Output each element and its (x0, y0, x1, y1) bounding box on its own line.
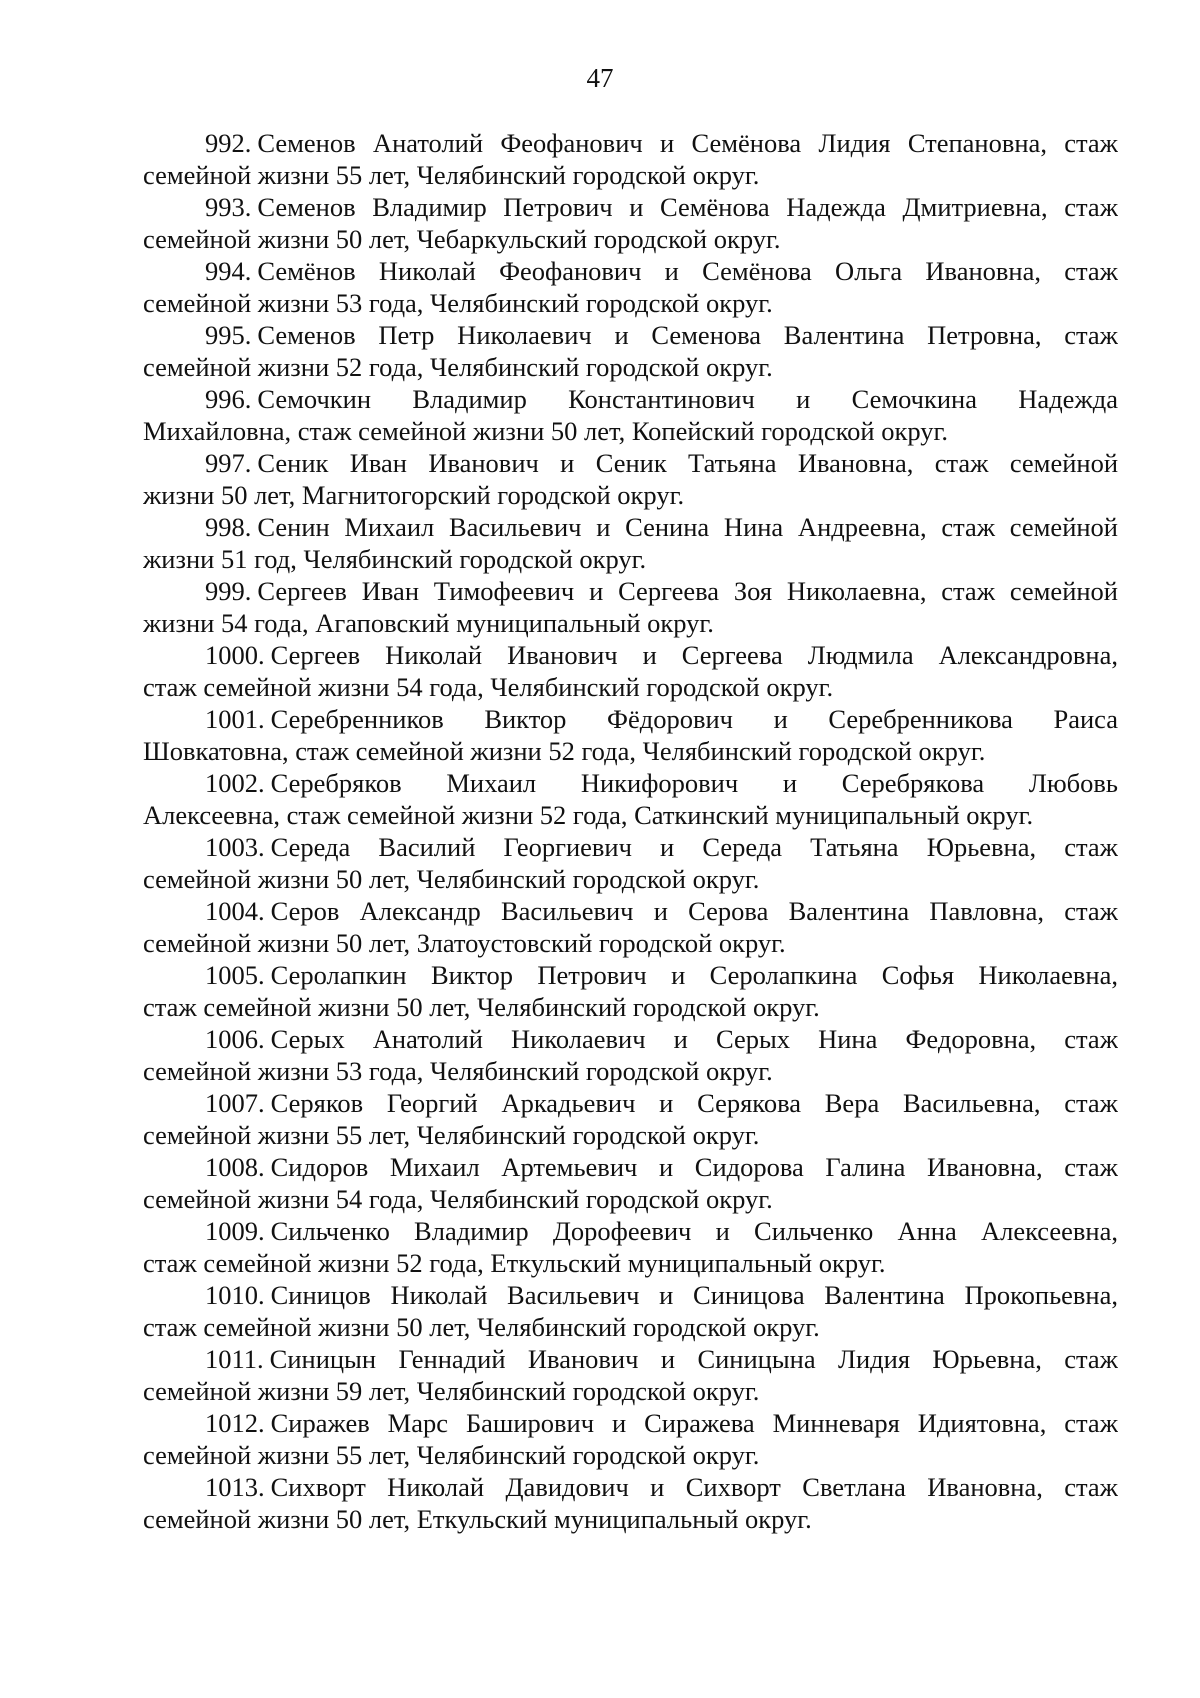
list-item (143, 1343, 1118, 1407)
entry-first-line (143, 127, 1118, 159)
entry-first-line (143, 1279, 1118, 1311)
list-item (143, 639, 1118, 703)
entry-text-line-1: Сидоров Михаил Артемьевич и Сидорова Галина Ивановна, стаж (270, 1152, 1118, 1182)
entry-first-line (143, 959, 1118, 991)
entry-first-line (143, 255, 1118, 287)
entry-number: 1001. (205, 704, 265, 734)
entry-text-line-1: Семёнов Николай Феофанович и Семёнова Ольга Ивановна, стаж (257, 256, 1118, 286)
entry-first-line (143, 1023, 1118, 1055)
entry-first-line (143, 1471, 1118, 1503)
entry-first-line (143, 319, 1118, 351)
entry-number: 1005. (205, 960, 265, 990)
entry-text-line-1: Серебряков Михаил Никифорович и Серебрякова Любовь (270, 768, 1118, 798)
entry-first-line (143, 895, 1118, 927)
entry-text-line-1: Семенов Владимир Петрович и Семёнова Надежда Дмитриевна, стаж (257, 192, 1118, 222)
entry-text-line-2: жизни 54 года, Агаповский муниципальный округ. (143, 608, 714, 638)
list-item (143, 959, 1118, 1023)
entry-text-line-1: Семенов Петр Николаевич и Семенова Валентина Петровна, стаж (257, 320, 1118, 350)
entry-text-line-1: Семочкин Владимир Константинович и Семочкина Надежда (257, 384, 1118, 414)
entry-number: 1006. (205, 1024, 265, 1054)
entry-first-line (143, 447, 1118, 479)
entry-text-line-2: жизни 50 лет, Магнитогорский городской округ. (143, 480, 685, 510)
entry-text-line-2: семейной жизни 59 лет, Челябинский городской округ. (143, 1376, 760, 1406)
entry-text-line-1: Сеник Иван Иванович и Сеник Татьяна Ивановна, стаж семейной (257, 448, 1118, 478)
entry-text-line-2: стаж семейной жизни 52 года, Еткульский муниципальный округ. (143, 1248, 886, 1278)
entry-text-line-2: стаж семейной жизни 54 года, Челябинский городской округ. (143, 672, 834, 702)
entry-text-line-2: Алексеевна, стаж семейной жизни 52 года, Саткинский муниципальный округ. (143, 800, 1034, 830)
entry-number: 1010. (205, 1280, 265, 1310)
entry-text-line-1: Серебренников Виктор Фёдорович и Серебренникова Раиса (270, 704, 1118, 734)
list-item (143, 383, 1118, 447)
entry-text-line-1: Серых Анатолий Николаевич и Серых Нина Федоровна, стаж (270, 1024, 1118, 1054)
entry-first-line (143, 511, 1118, 543)
entry-first-line (143, 1151, 1118, 1183)
entry-number: 1004. (205, 896, 265, 926)
entry-text-line-1: Сенин Михаил Васильевич и Сенина Нина Андреевна, стаж семейной (257, 512, 1118, 542)
entry-first-line (143, 383, 1118, 415)
list-item (143, 447, 1118, 511)
list-item (143, 895, 1118, 959)
entry-text-line-2: семейной жизни 50 лет, Чебаркульский городской округ. (143, 224, 781, 254)
entry-text-line-1: Синицов Николай Васильевич и Синицова Валентина Прокопьевна, (270, 1280, 1118, 1310)
entry-text-line-1: Серолапкин Виктор Петрович и Серолапкина Софья Николаевна, (270, 960, 1118, 990)
entry-text-line-1: Сихворт Николай Давидович и Сихворт Светлана Ивановна, стаж (270, 1472, 1118, 1502)
entry-text-line-2: семейной жизни 55 лет, Челябинский городской округ. (143, 160, 760, 190)
entry-text-line-2: жизни 51 год, Челябинский городской округ. (143, 544, 647, 574)
entry-first-line (143, 1087, 1118, 1119)
list-item (143, 575, 1118, 639)
entry-text-line-2: семейной жизни 54 года, Челябинский городской округ. (143, 1184, 773, 1214)
entry-text-line-1: Сильченко Владимир Дорофеевич и Сильченко Анна Алексеевна, (270, 1216, 1118, 1246)
entry-first-line (143, 575, 1118, 607)
entry-text-line-2: семейной жизни 53 года, Челябинский городской округ. (143, 288, 773, 318)
entry-list (143, 127, 1118, 1535)
list-item (143, 319, 1118, 383)
entry-text-line-2: Михайловна, стаж семейной жизни 50 лет, Копейский городской округ. (143, 416, 948, 446)
list-item (143, 1279, 1118, 1343)
list-item (143, 255, 1118, 319)
entry-number: 1012. (205, 1408, 265, 1438)
entry-first-line (143, 1215, 1118, 1247)
entry-text-line-1: Серяков Георгий Аркадьевич и Серякова Вера Васильевна, стаж (270, 1088, 1118, 1118)
entry-text-line-2: семейной жизни 53 года, Челябинский городской округ. (143, 1056, 773, 1086)
entry-number: 1003. (205, 832, 265, 862)
entry-text-line-1: Сергеев Николай Иванович и Сергеева Людмила Александровна, (270, 640, 1118, 670)
entry-first-line (143, 191, 1118, 223)
list-item (143, 127, 1118, 191)
entry-number: 1000. (205, 640, 265, 670)
entry-number: 997. (205, 448, 252, 478)
list-item (143, 191, 1118, 255)
list-item (143, 1023, 1118, 1087)
entry-number: 992. (205, 128, 252, 158)
entry-number: 993. (205, 192, 252, 222)
entry-first-line (143, 1343, 1118, 1375)
entry-number: 1002. (205, 768, 265, 798)
entry-text-line-2: семейной жизни 52 года, Челябинский городской округ. (143, 352, 773, 382)
page-number: 47 (586, 63, 614, 93)
entry-text-line-1: Середа Василий Георгиевич и Середа Татьяна Юрьевна, стаж (270, 832, 1118, 862)
entry-text-line-2: семейной жизни 50 лет, Златоустовский городской округ. (143, 928, 786, 958)
entry-text-line-1: Семенов Анатолий Феофанович и Семёнова Лидия Степановна, стаж (257, 128, 1118, 158)
entry-text-line-1: Синицын Геннадий Иванович и Синицына Лидия Юрьевна, стаж (269, 1344, 1118, 1374)
entry-text-line-1: Серов Александр Васильевич и Серова Валентина Павловна, стаж (270, 896, 1118, 926)
entry-number: 999. (205, 576, 252, 606)
entry-text-line-2: семейной жизни 55 лет, Челябинский городской округ. (143, 1120, 760, 1150)
list-item (143, 831, 1118, 895)
entry-number: 1007. (205, 1088, 265, 1118)
list-item (143, 1407, 1118, 1471)
entry-number: 1009. (205, 1216, 265, 1246)
entry-number: 1008. (205, 1152, 265, 1182)
entry-text-line-1: Сергеев Иван Тимофеевич и Сергеева Зоя Николаевна, стаж семейной (257, 576, 1118, 606)
entry-text-line-2: семейной жизни 50 лет, Челябинский городской округ. (143, 864, 760, 894)
entry-text-line-2: Шовкатовна, стаж семейной жизни 52 года, Челябинский городской округ. (143, 736, 986, 766)
list-item (143, 1215, 1118, 1279)
entry-first-line (143, 703, 1118, 735)
list-item (143, 1471, 1118, 1535)
list-item (143, 1087, 1118, 1151)
entry-number: 1011. (205, 1344, 264, 1374)
entry-first-line (143, 831, 1118, 863)
entry-number: 994. (205, 256, 252, 286)
entry-first-line (143, 767, 1118, 799)
entry-number: 995. (205, 320, 252, 350)
list-item (143, 1151, 1118, 1215)
entry-text-line-1: Сиражев Марс Баширович и Сиражева Минневаря Идиятовна, стаж (270, 1408, 1118, 1438)
entry-first-line (143, 639, 1118, 671)
list-item (143, 703, 1118, 767)
list-item (143, 511, 1118, 575)
entry-text-line-2: семейной жизни 50 лет, Еткульский муниципальный округ. (143, 1504, 812, 1534)
entry-text-line-2: семейной жизни 55 лет, Челябинский городской округ. (143, 1440, 760, 1470)
entry-number: 996. (205, 384, 252, 414)
entry-text-line-2: стаж семейной жизни 50 лет, Челябинский городской округ. (143, 992, 820, 1022)
entry-number: 998. (205, 512, 252, 542)
entry-number: 1013. (205, 1472, 265, 1502)
list-item (143, 767, 1118, 831)
entry-first-line (143, 1407, 1118, 1439)
entry-text-line-2: стаж семейной жизни 50 лет, Челябинский городской округ. (143, 1312, 820, 1342)
